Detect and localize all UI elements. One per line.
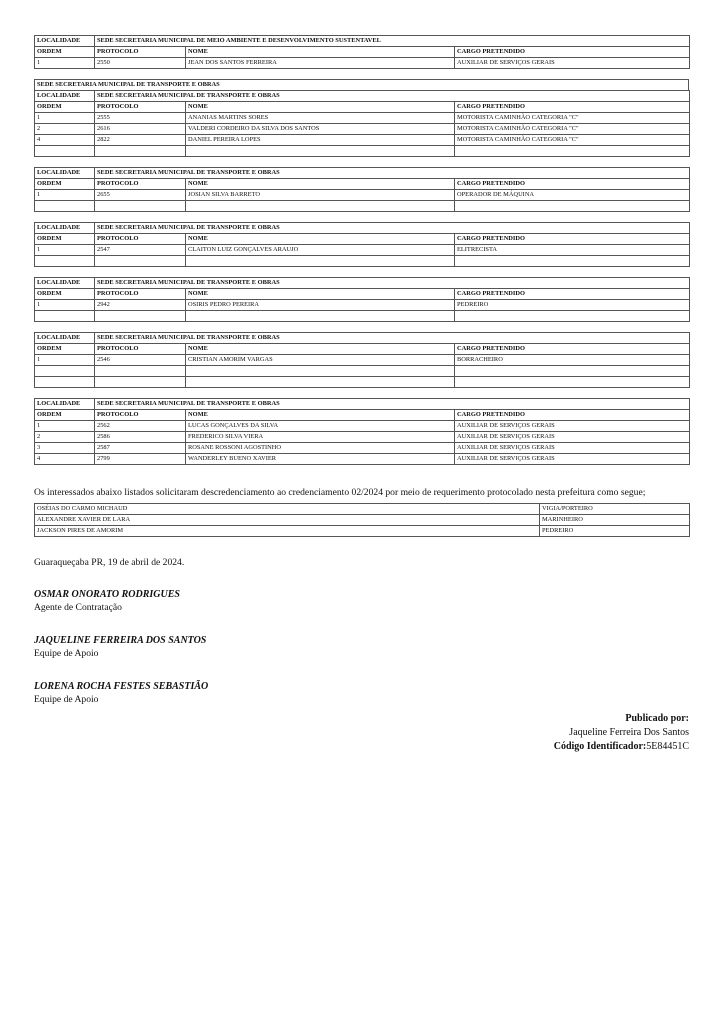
blank-cell	[35, 377, 95, 388]
blank-cell	[95, 377, 186, 388]
blank-cell	[35, 146, 95, 157]
cargo-cell: AUXILIAR DE SERVIÇOS GERAIS	[455, 421, 690, 432]
cargo-cell: MOTORISTA CAMINHÃO CATEGORIA "C"	[455, 124, 690, 135]
table-row	[35, 432, 690, 443]
nome-cell: WANDERLEY BUENO XAVIER	[186, 454, 455, 465]
block-gap	[34, 388, 689, 398]
table-header-row	[35, 399, 690, 410]
cargo-header: CARGO PRETENDIDO	[455, 179, 690, 190]
protocolo-cell: 2587	[95, 443, 186, 454]
descredenciamento-table	[34, 503, 690, 537]
ordem-cell: 1	[35, 58, 95, 69]
nome-cell: VALDERI CORDEIRO DA SILVA DOS SANTOS	[186, 124, 455, 135]
blank-cell	[186, 201, 455, 212]
protocolo-header: PROTOCOLO	[95, 234, 186, 245]
table-header-row	[35, 344, 690, 355]
ordem-cell: 4	[35, 454, 95, 465]
table-row	[35, 454, 690, 465]
ordem-header: ORDEM	[35, 234, 95, 245]
table-row	[35, 514, 690, 525]
signatures	[34, 588, 689, 706]
meio-ambiente-table	[34, 35, 690, 69]
table-header-row	[35, 234, 690, 245]
cargo-cell: MOTORISTA CAMINHÃO CATEGORIA "C"	[455, 135, 690, 146]
ordem-cell: 1	[35, 190, 95, 201]
blank-cell	[35, 311, 95, 322]
protocolo-header: PROTOCOLO	[95, 410, 186, 421]
blank-cell	[95, 256, 186, 267]
ordem-header: ORDEM	[35, 410, 95, 421]
cargo-cell: AUXILIAR DE SERVIÇOS GERAIS	[455, 432, 690, 443]
ordem-cell: 1	[35, 355, 95, 366]
transporte-table	[34, 398, 690, 465]
protocolo-header: PROTOCOLO	[95, 179, 186, 190]
nome-header: NOME	[186, 344, 455, 355]
protocolo-cell: 2586	[95, 432, 186, 443]
block-gap	[34, 157, 689, 167]
section-title-transporte: SEDE SECRETARIA MUNICIPAL DE TRANSPORTE E OBRAS	[34, 79, 689, 90]
cargo-cell: ELITRECISTA	[455, 245, 690, 256]
blank-cell	[35, 256, 95, 267]
nome-cell: OSÉIAS DO CARMO MICHAUD	[35, 503, 540, 514]
protocolo-header: PROTOCOLO	[95, 344, 186, 355]
nome-cell: ROSANE ROSSONI AGOSTINHO	[186, 443, 455, 454]
table-row	[35, 190, 690, 201]
nome-header: NOME	[186, 234, 455, 245]
transporte-table	[34, 90, 690, 157]
signature-block	[34, 680, 689, 706]
signer-role: Equipe de Apoio	[34, 693, 99, 705]
cargo-header: CARGO PRETENDIDO	[455, 344, 690, 355]
localidade-label: LOCALIDADE	[35, 36, 95, 47]
table-row	[35, 113, 690, 124]
table-row	[35, 58, 690, 69]
signer-role: Equipe de Apoio	[34, 647, 99, 659]
protocolo-header: PROTOCOLO	[95, 289, 186, 300]
cargo-header: CARGO PRETENDIDO	[455, 47, 690, 58]
protocolo-header: PROTOCOLO	[95, 47, 186, 58]
descredenciamento-paragraph: Os interessados abaixo listados solicitaram descredenciamento ao credenciamento 02/2024 por meio de requerimento protocolado nesta prefeitura como segue;	[34, 487, 646, 498]
blank-row	[35, 256, 690, 267]
blank-cell	[186, 377, 455, 388]
code-label: Código Identificador:	[553, 741, 647, 752]
localidade-label: LOCALIDADE	[35, 278, 95, 289]
nome-header: NOME	[186, 410, 455, 421]
table-header-row	[35, 36, 690, 47]
cargo-cell: OPERADOR DE MÁQUINA	[455, 190, 690, 201]
protocolo-cell: 2799	[95, 454, 186, 465]
publisher-name: Jaqueline Ferreira Dos Santos	[569, 727, 689, 738]
table-header-row	[35, 278, 690, 289]
blank-cell	[186, 256, 455, 267]
transporte-table	[34, 332, 690, 388]
table-row	[35, 135, 690, 146]
localidade-value: SEDE SECRETARIA MUNICIPAL DE TRANSPORTE E OBRAS	[95, 223, 690, 234]
block-gap	[34, 267, 689, 277]
cargo-header: CARGO PRETENDIDO	[455, 410, 690, 421]
cargo-cell: MARINHEIRO	[540, 514, 690, 525]
blank-cell	[95, 201, 186, 212]
blank-cell	[95, 146, 186, 157]
protocolo-cell: 2547	[95, 245, 186, 256]
nome-cell: OSIRIS PEDRO PEREIRA	[186, 300, 455, 311]
nome-header: NOME	[186, 102, 455, 113]
cargo-cell: AUXILIAR DE SERVIÇOS GERAIS	[455, 58, 690, 69]
ordem-cell: 3	[35, 443, 95, 454]
blank-row	[35, 146, 690, 157]
blank-cell	[455, 377, 690, 388]
signer-name: LORENA ROCHA FESTES SEBASTIÃO	[34, 680, 209, 692]
localidade-value: SEDE SECRETARIA MUNICIPAL DE TRANSPORTE E OBRAS	[95, 333, 690, 344]
protocolo-cell: 2550	[95, 58, 186, 69]
localidade-value: SEDE SECRETARIA MUNICIPAL DE MEIO AMBIENTE E DESENVOLVIMENTO SUSTENTAVEL	[95, 36, 690, 47]
signature-block	[34, 588, 689, 614]
nome-header: NOME	[186, 47, 455, 58]
ordem-header: ORDEM	[35, 47, 95, 58]
protocolo-cell: 2616	[95, 124, 186, 135]
blank-row	[35, 201, 690, 212]
ordem-cell: 2	[35, 432, 95, 443]
blank-cell	[455, 366, 690, 377]
blank-cell	[186, 146, 455, 157]
blank-cell	[95, 311, 186, 322]
table-row	[35, 300, 690, 311]
ordem-cell: 2	[35, 124, 95, 135]
table-row	[35, 443, 690, 454]
cargo-cell: VIGIA/PORTEIRO	[540, 503, 690, 514]
localidade-value: SEDE SECRETARIA MUNICIPAL DE TRANSPORTE E OBRAS	[95, 399, 690, 410]
blank-row	[35, 377, 690, 388]
localidade-value: SEDE SECRETARIA MUNICIPAL DE TRANSPORTE E OBRAS	[95, 168, 690, 179]
nome-cell: ANANIAS MARTINS SORES	[186, 113, 455, 124]
table-row	[35, 124, 690, 135]
blank-row	[35, 311, 690, 322]
cargo-cell: PEDREIRO	[455, 300, 690, 311]
blank-cell	[95, 366, 186, 377]
code-value: 5E84451C	[646, 741, 689, 752]
localidade-label: LOCALIDADE	[35, 91, 95, 102]
localidade-label: LOCALIDADE	[35, 399, 95, 410]
ordem-header: ORDEM	[35, 344, 95, 355]
signer-name: JAQUELINE FERREIRA DOS SANTOS	[34, 634, 207, 646]
nome-cell: FREDERICO SILVA VIERA	[186, 432, 455, 443]
table-row	[35, 525, 690, 536]
transporte-blocks	[34, 90, 689, 465]
ordem-header: ORDEM	[35, 289, 95, 300]
document-page	[34, 35, 689, 706]
localidade-value: SEDE SECRETARIA MUNICIPAL DE TRANSPORTE E OBRAS	[95, 278, 690, 289]
ordem-cell: 4	[35, 135, 95, 146]
protocolo-cell: 2546	[95, 355, 186, 366]
signer-name: OSMAR ONORATO RODRIGUES	[34, 588, 180, 600]
cargo-header: CARGO PRETENDIDO	[455, 102, 690, 113]
localidade-label: LOCALIDADE	[35, 223, 95, 234]
blank-row	[35, 366, 690, 377]
table-header-row	[35, 102, 690, 113]
cargo-cell: AUXILIAR DE SERVIÇOS GERAIS	[455, 443, 690, 454]
table-row	[35, 245, 690, 256]
block-gap	[34, 212, 689, 222]
protocolo-header: PROTOCOLO	[95, 102, 186, 113]
ordem-cell: 1	[35, 113, 95, 124]
blank-cell	[455, 256, 690, 267]
table-header-row	[35, 168, 690, 179]
transporte-table	[34, 167, 690, 212]
nome-cell: JACKSON PIRES DE AMORIM	[35, 525, 540, 536]
nome-cell: DANIEL PEREIRA LOPES	[186, 135, 455, 146]
nome-header: NOME	[186, 289, 455, 300]
publication-block	[554, 712, 689, 754]
nome-header: NOME	[186, 179, 455, 190]
ordem-cell: 1	[35, 421, 95, 432]
blank-cell	[35, 366, 95, 377]
nome-cell: LUCAS GONÇALVES DA SILVA	[186, 421, 455, 432]
nome-cell: CLAITON LUIZ GONÇALVES ARAUJO	[186, 245, 455, 256]
localidade-label: LOCALIDADE	[35, 168, 95, 179]
protocolo-cell: 2655	[95, 190, 186, 201]
nome-cell: ALEXANDRE XAVIER DE LARA	[35, 514, 540, 525]
date-line: Guaraqueçaba PR, 19 de abril de 2024.	[34, 556, 185, 568]
blank-cell	[455, 146, 690, 157]
table-row	[35, 503, 690, 514]
nome-cell: JOSIAN SILVA BARRETO	[186, 190, 455, 201]
publication-label: Publicado por:	[625, 713, 689, 724]
protocolo-cell: 2822	[95, 135, 186, 146]
table-header-row	[35, 91, 690, 102]
blank-cell	[35, 201, 95, 212]
table-header-row	[35, 333, 690, 344]
table-header-row	[35, 289, 690, 300]
cargo-header: CARGO PRETENDIDO	[455, 234, 690, 245]
protocolo-cell: 2555	[95, 113, 186, 124]
nome-cell: CRISTIAN AMORIM VARGAS	[186, 355, 455, 366]
ordem-cell: 1	[35, 245, 95, 256]
nome-cell: JEAN DOS SANTOS FERREIRA	[186, 58, 455, 69]
blank-cell	[455, 201, 690, 212]
table-row	[35, 355, 690, 366]
table-header-row	[35, 47, 690, 58]
ordem-cell: 1	[35, 300, 95, 311]
table-row	[35, 421, 690, 432]
table-header-row	[35, 179, 690, 190]
ordem-header: ORDEM	[35, 179, 95, 190]
transporte-table	[34, 277, 690, 322]
transporte-table	[34, 222, 690, 267]
cargo-cell: BORRACHEIRO	[455, 355, 690, 366]
blank-cell	[455, 311, 690, 322]
signer-role: Agente de Contratação	[34, 601, 122, 613]
protocolo-cell: 2562	[95, 421, 186, 432]
block-gap	[34, 322, 689, 332]
ordem-header: ORDEM	[35, 102, 95, 113]
localidade-value: SEDE SECRETARIA MUNICIPAL DE TRANSPORTE E OBRAS	[95, 91, 690, 102]
table-header-row	[35, 223, 690, 234]
table-header-row	[35, 410, 690, 421]
protocolo-cell: 2942	[95, 300, 186, 311]
blank-cell	[186, 311, 455, 322]
signature-block	[34, 634, 689, 660]
cargo-header: CARGO PRETENDIDO	[455, 289, 690, 300]
cargo-cell: MOTORISTA CAMINHÃO CATEGORIA "C"	[455, 113, 690, 124]
localidade-label: LOCALIDADE	[35, 333, 95, 344]
cargo-cell: AUXILIAR DE SERVIÇOS GERAIS	[455, 454, 690, 465]
blank-cell	[186, 366, 455, 377]
cargo-cell: PEDREIRO	[540, 525, 690, 536]
